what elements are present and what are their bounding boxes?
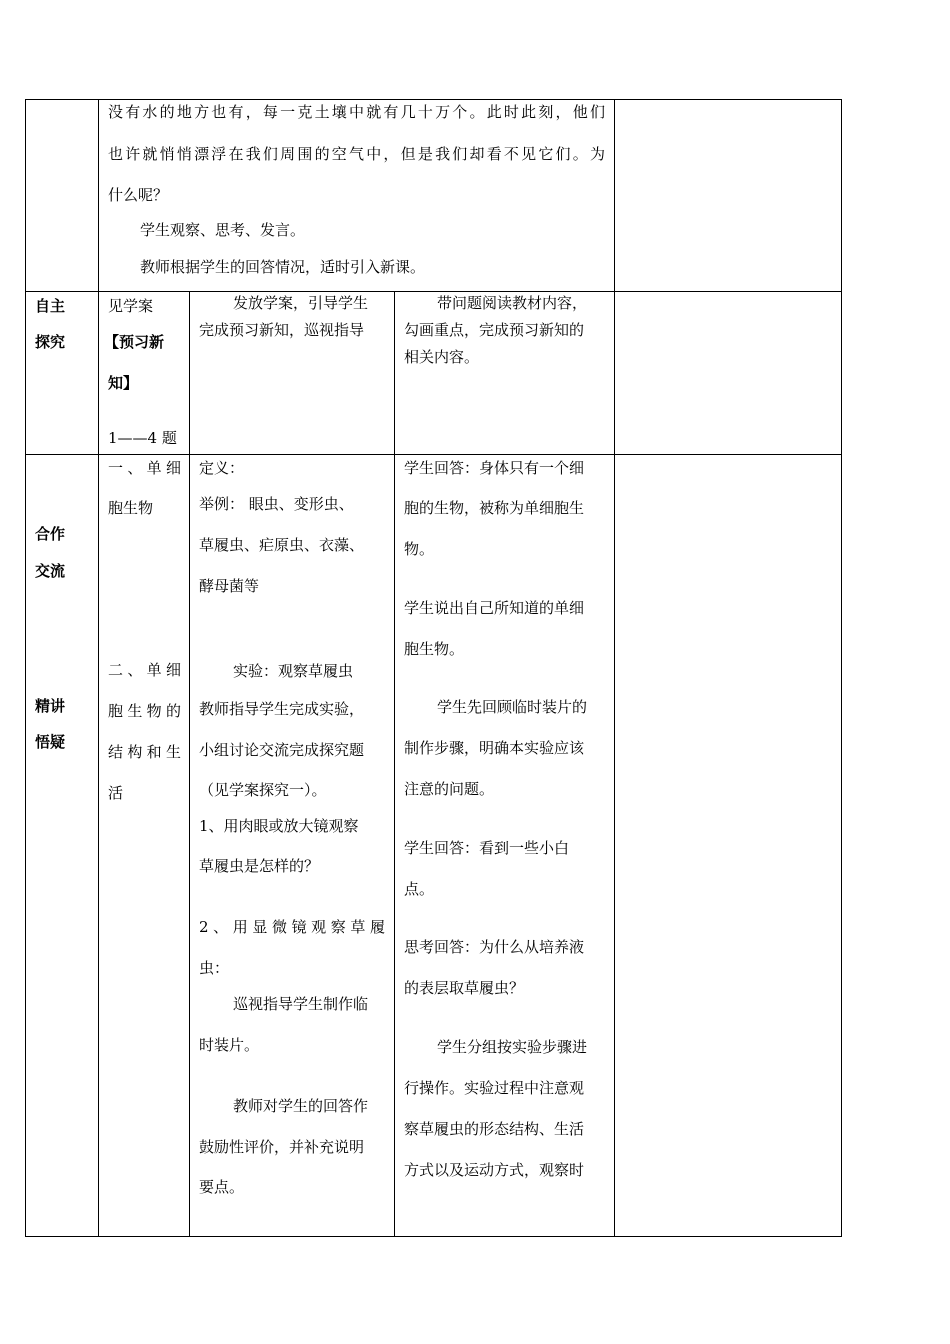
teacher-activity-line: 时装片。 bbox=[199, 1036, 260, 1054]
teacher-activity-line: 定义： bbox=[199, 459, 245, 477]
content-text: 活 bbox=[108, 784, 124, 802]
content-text: 1——4 题 bbox=[108, 429, 177, 447]
table-border-left bbox=[25, 99, 26, 1237]
student-activity-line: 制作步骤，明确本实验应该 bbox=[404, 739, 585, 757]
student-activity-line: 学生回答：身体只有一个细 bbox=[404, 459, 585, 477]
content-text: 见学案 bbox=[108, 297, 154, 315]
teacher-activity-line: 草履虫、疟原虫、衣藻、 bbox=[199, 536, 365, 554]
teacher-activity-line: 酵母菌等 bbox=[199, 577, 260, 595]
student-activity-line: 察草履虫的形态结构、生活 bbox=[404, 1120, 585, 1138]
student-activity-line: 勾画重点，完成预习新知的 bbox=[404, 321, 585, 339]
teacher-activity-line: 1、用肉眼或放大镜观察 bbox=[199, 817, 359, 835]
student-activity-line: 思考回答：为什么从培养液 bbox=[404, 938, 585, 956]
content-text: 【预习新 bbox=[104, 333, 165, 351]
stage-label: 自主 bbox=[35, 297, 66, 315]
student-activity-line: 学生先回顾临时装片的 bbox=[437, 698, 588, 716]
student-activity-line: 物。 bbox=[404, 540, 435, 558]
teacher-activity-line: 鼓励性评价，并补充说明 bbox=[199, 1138, 365, 1156]
content-text: 结构和生 bbox=[108, 743, 181, 761]
student-activity-line: 方式以及运动方式，观察时 bbox=[404, 1161, 585, 1179]
teacher-activity-line: （见学案探究一）。 bbox=[199, 781, 327, 799]
student-activity-line: 相关内容。 bbox=[404, 348, 480, 366]
stage-label: 悟疑 bbox=[35, 733, 66, 751]
teacher-activity-line: 教师对学生的回答作 bbox=[233, 1097, 369, 1115]
content-text: 一、单细 bbox=[108, 459, 181, 477]
col-divider-2 bbox=[189, 291, 190, 1237]
intro-line: 学生观察、思考、发言。 bbox=[140, 221, 306, 239]
intro-line: 教师根据学生的回答情况，适时引入新课。 bbox=[140, 258, 426, 276]
teacher-activity-line: 要点。 bbox=[199, 1178, 245, 1196]
teacher-activity-line: 小组讨论交流完成探究题 bbox=[199, 741, 365, 759]
teacher-activity-line: 巡视指导学生制作临 bbox=[233, 995, 369, 1013]
intro-line: 也许就悄悄漂浮在我们周围的空气中，但是我们却看不见它们。为 bbox=[108, 145, 605, 163]
student-activity-line: 胞的生物，被称为单细胞生 bbox=[404, 499, 585, 517]
table-border-bottom bbox=[25, 1236, 842, 1237]
table-border-top bbox=[25, 99, 842, 100]
table-border-right bbox=[841, 99, 842, 1237]
intro-line: 没有水的地方也有，每一克土壤中就有几十万个。此时此刻，他们 bbox=[108, 103, 605, 121]
teacher-activity-line: 举例： 眼虫、变形虫、 bbox=[199, 495, 354, 513]
student-activity-line: 点。 bbox=[404, 880, 435, 898]
stage-label: 探究 bbox=[35, 333, 66, 351]
teacher-activity-line: 发放学案，引导学生 bbox=[233, 294, 369, 312]
col-divider-4 bbox=[614, 99, 615, 1237]
teacher-activity-line: 2、用显微镜观察草履 bbox=[199, 918, 385, 936]
content-text: 知】 bbox=[108, 374, 139, 392]
student-activity-line: 学生分组按实验步骤进 bbox=[437, 1038, 588, 1056]
content-text: 二、单细 bbox=[108, 661, 181, 679]
student-activity-line: 行操作。实验过程中注意观 bbox=[404, 1079, 585, 1097]
content-text: 胞生物的 bbox=[108, 702, 181, 720]
student-activity-line: 的表层取草履虫？ bbox=[404, 979, 525, 997]
teacher-activity-line: 教师指导学生完成实验， bbox=[199, 700, 365, 718]
content-text: 胞生物 bbox=[108, 499, 154, 517]
teacher-activity-line: 虫： bbox=[199, 959, 230, 977]
stage-label: 精讲 bbox=[35, 697, 66, 715]
stage-label: 交流 bbox=[35, 562, 66, 580]
teacher-activity-line: 完成预习新知，巡视指导 bbox=[199, 321, 365, 339]
student-activity-line: 学生说出自己所知道的单细 bbox=[404, 599, 585, 617]
student-activity-line: 胞生物。 bbox=[404, 640, 465, 658]
row-divider-1 bbox=[25, 291, 842, 292]
stage-label: 合作 bbox=[35, 525, 66, 543]
student-activity-line: 学生回答：看到一些小白 bbox=[404, 839, 570, 857]
teacher-activity-line: 草履虫是怎样的？ bbox=[199, 857, 320, 875]
col-divider-3 bbox=[394, 291, 395, 1237]
row-divider-2 bbox=[25, 454, 842, 455]
teacher-activity-line: 实验：观察草履虫 bbox=[233, 662, 354, 680]
intro-line: 什么呢？ bbox=[108, 186, 169, 204]
student-activity-line: 注意的问题。 bbox=[404, 780, 495, 798]
student-activity-line: 带问题阅读教材内容， bbox=[437, 294, 588, 312]
col-divider-1 bbox=[98, 99, 99, 1237]
